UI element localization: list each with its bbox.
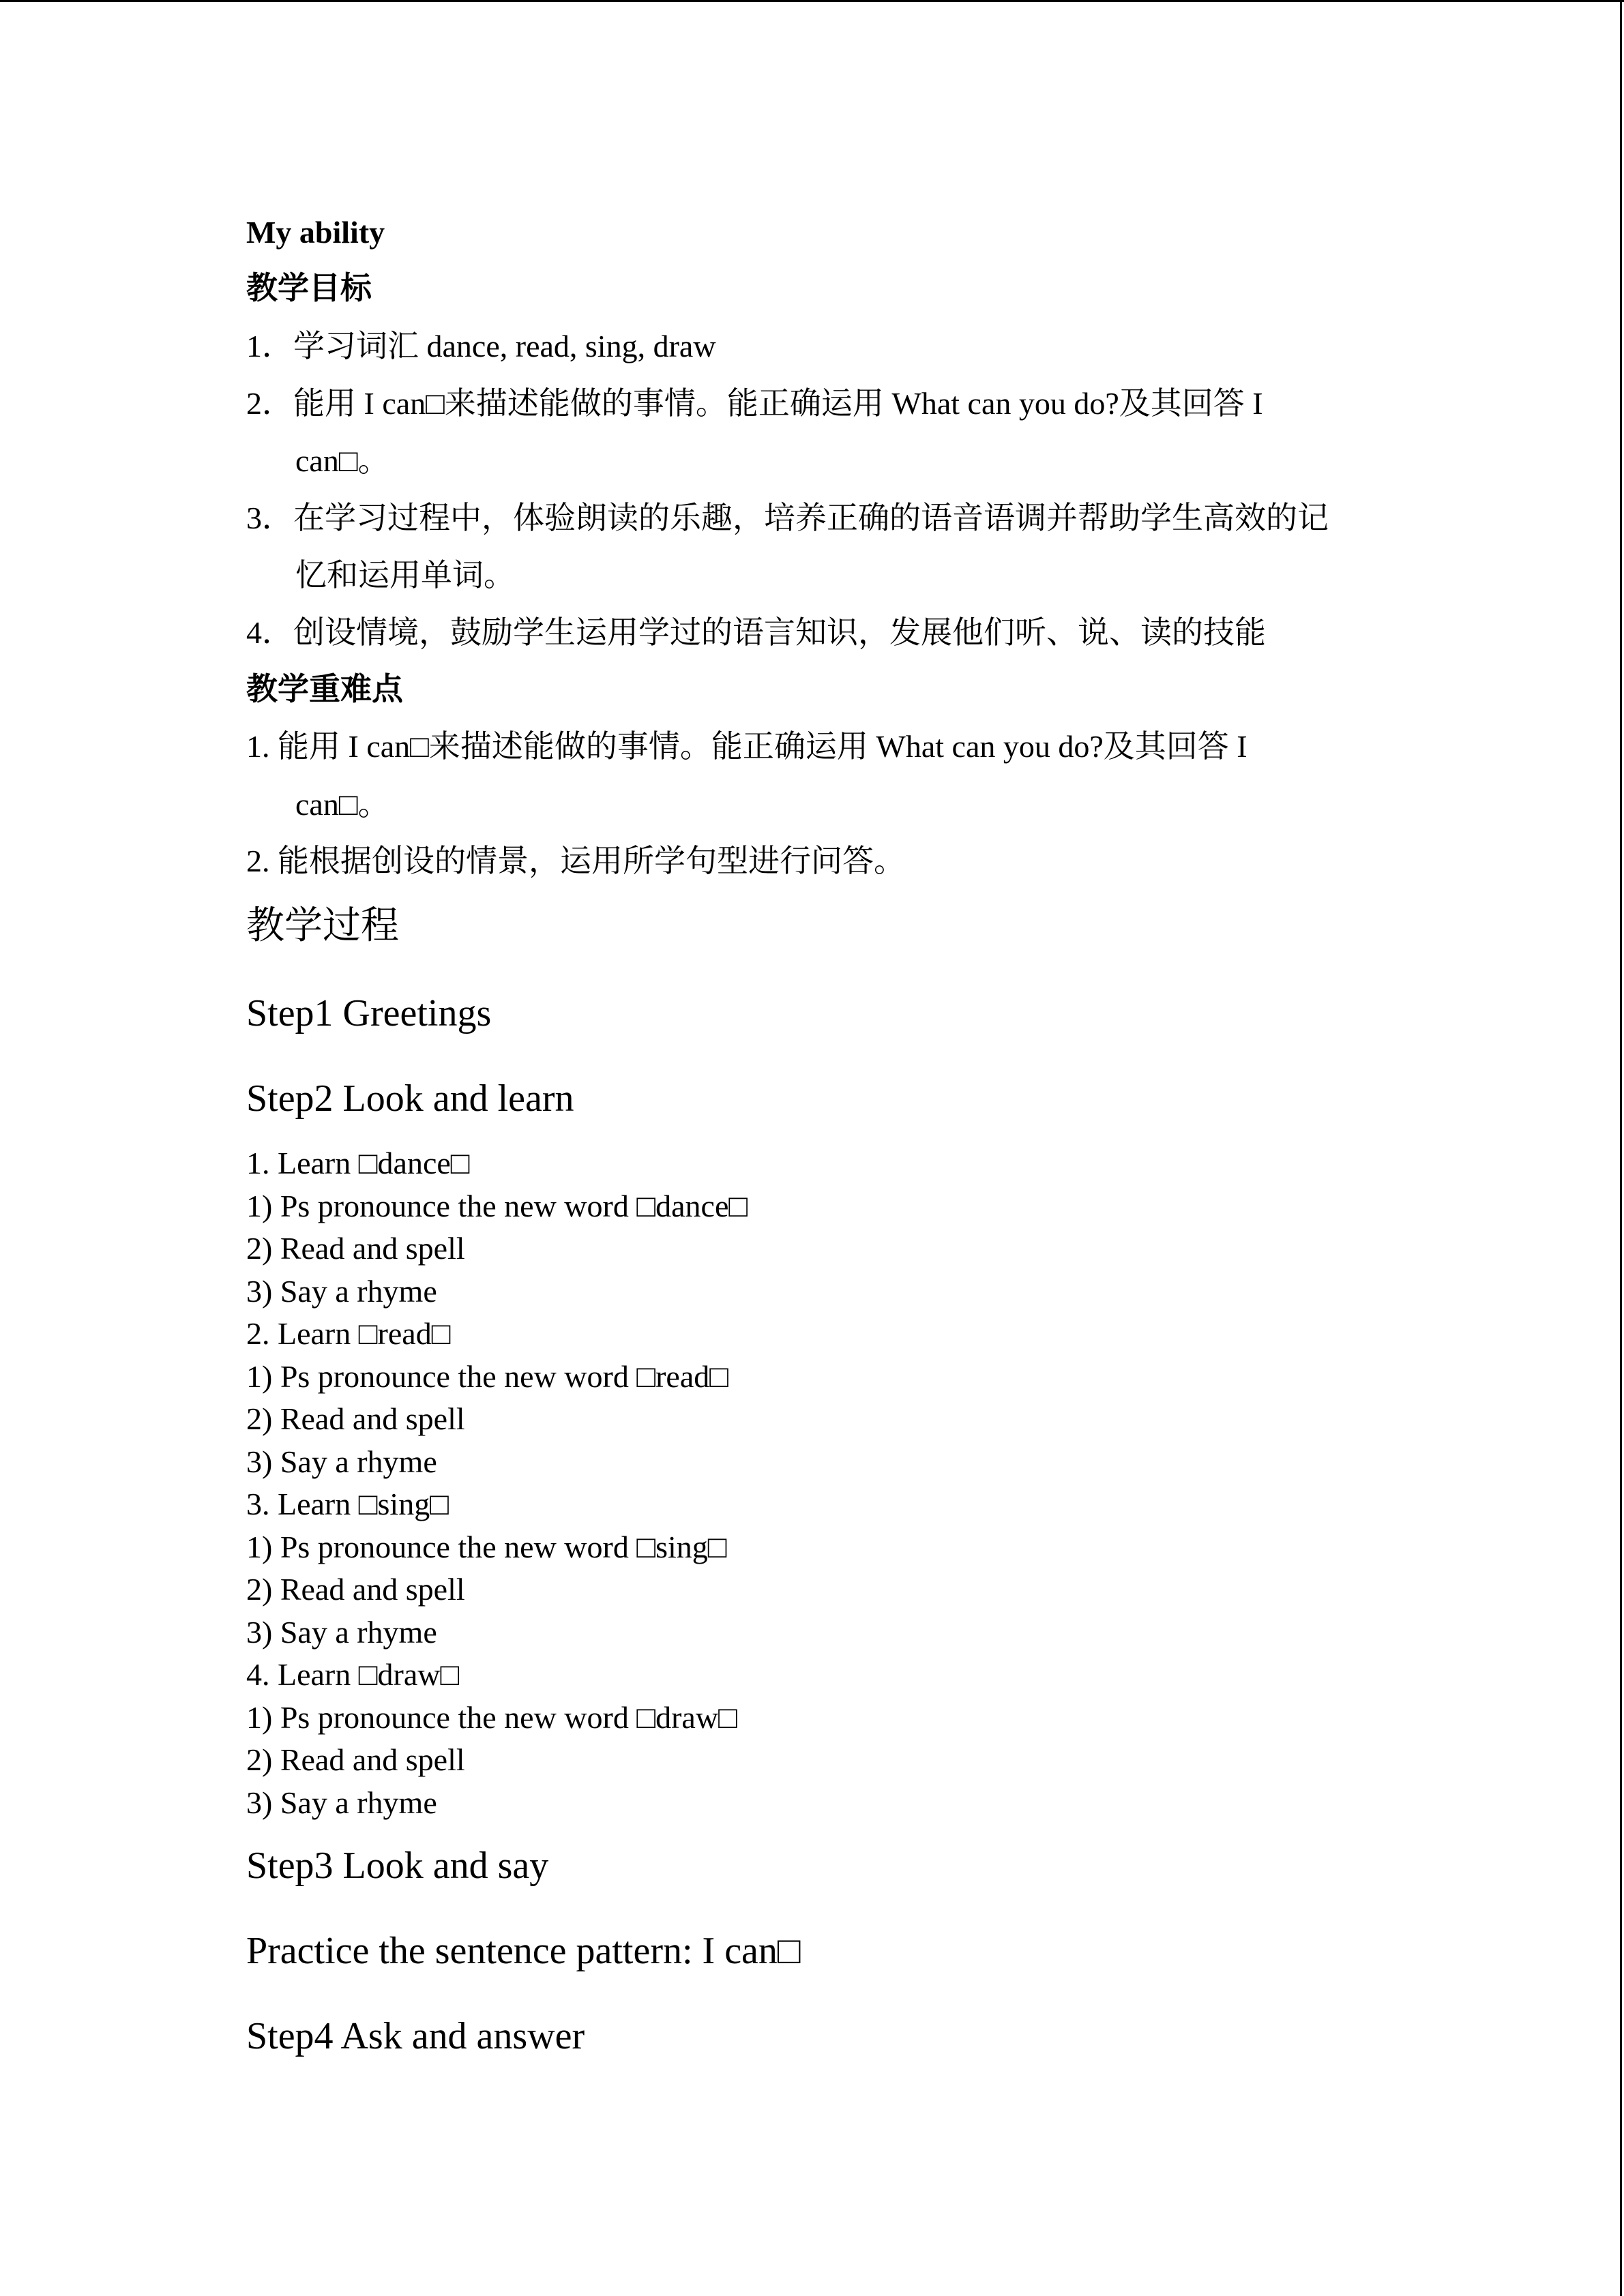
objective-item-continued: 忆和运用单词。 [295,558,515,593]
step2-item: 2) Read and spell [246,1231,465,1266]
step2-item: 1) Ps pronounce the new word □draw□ [246,1700,737,1735]
step4-heading: Step4 Ask and answer [246,2015,585,2057]
step2-item: 2) Read and spell [246,1572,465,1607]
step2-item: 3) Say a rhyme [246,1785,437,1820]
step2-item: 2) Read and spell [246,1742,465,1777]
key-point-item: 2. 能根据创设的情景，运用所学句型进行问答。 [246,844,905,878]
step2-item: 1) Ps pronounce the new word □dance□ [246,1189,748,1223]
step2-item: 3. Learn □sing□ [246,1487,449,1521]
step2-item: 1) Ps pronounce the new word □read□ [246,1359,729,1394]
step1-heading: Step1 Greetings [246,992,492,1034]
step3-text: Practice the sentence pattern: I can□ [246,1930,801,1972]
step2-item: 3) Say a rhyme [246,1274,437,1309]
step3-heading: Step3 Look and say [246,1845,549,1887]
page-border-top [0,0,1624,2]
document-title: My ability [246,215,385,250]
objective-item: 1．学习词汇 dance, read, sing, draw [246,329,716,363]
step2-heading: Step2 Look and learn [246,1077,574,1120]
process-heading: 教学过程 [246,905,399,947]
objective-item: 4．创设情境，鼓励学生运用学过的语言知识，发展他们听、说、读的技能 [246,615,1266,650]
step2-item: 3) Say a rhyme [246,1444,437,1479]
step2-item: 1) Ps pronounce the new word □sing□ [246,1530,727,1564]
key-points-heading: 教学重难点 [246,672,403,706]
key-point-item-continued: can□。 [295,787,389,822]
objective-item-continued: can□。 [295,443,389,478]
objective-item: 2．能用 I can□来描述能做的事情。能正确运用 What can you do?及其回答 I [246,386,1263,421]
step2-item: 2) Read and spell [246,1401,465,1436]
step2-item: 1. Learn □dance□ [246,1146,470,1180]
objectives-heading: 教学目标 [246,271,372,305]
key-point-item: 1. 能用 I can□来描述能做的事情。能正确运用 What can you do?及其回答 I [246,729,1247,764]
step2-item: 3) Say a rhyme [246,1615,437,1650]
step2-item: 2. Learn □read□ [246,1316,451,1351]
page-border-right [1620,0,1622,2296]
objective-item: 3．在学习过程中，体验朗读的乐趣，培养正确的语音语调并帮助学生高效的记 [246,501,1329,535]
step2-item: 4. Learn □draw□ [246,1657,460,1692]
